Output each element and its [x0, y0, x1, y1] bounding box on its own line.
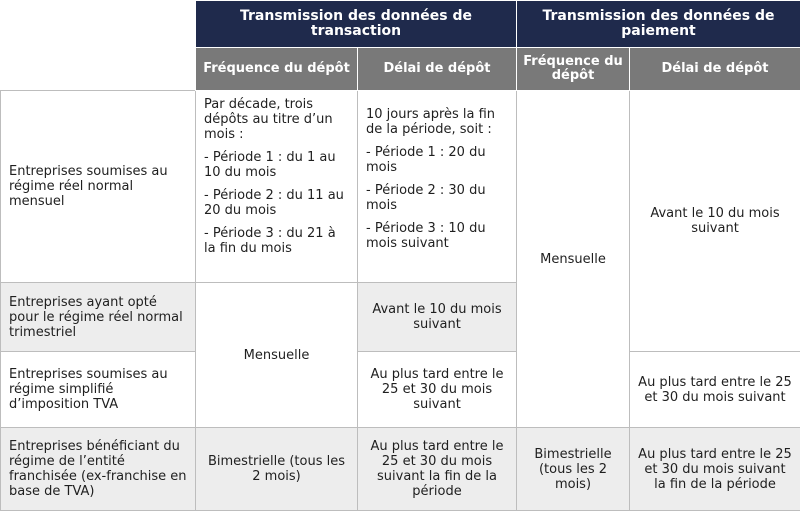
header-transaction-delay: Délai de dépôt — [358, 48, 517, 91]
header-payment-delay: Délai de dépôt — [630, 48, 800, 91]
frequency-period-3: - Période 3 : du 21 à la fin du mois — [204, 226, 349, 256]
header-row-groups — [1, 1, 800, 48]
delay-period-2: - Période 2 : 30 du mois — [366, 183, 508, 213]
delay-intro: 10 jours après la fin de la période, soit : — [366, 107, 508, 137]
header-row-columns — [1, 48, 800, 91]
payment-delay-cell: Avant le 10 du mois suivant — [630, 91, 800, 352]
payment-delay-cell: Au plus tard entre le 25 et 30 du mois suivant la fin de la période — [630, 428, 800, 511]
delay-period-3: - Période 3 : 10 du mois suivant — [366, 221, 508, 251]
payment-frequency-cell: Bimestrielle (tous les 2 mois) — [517, 428, 630, 511]
transaction-delay-cell: Avant le 10 du mois suivant — [358, 283, 517, 352]
header-transaction-frequency: Fréquence du dépôt — [196, 48, 358, 91]
header-payment-frequency: Fréquence du dépôt — [517, 48, 630, 91]
transaction-frequency-mensuelle: Mensuelle — [196, 283, 358, 428]
header-transaction-group: Transmission des données de transaction — [196, 1, 517, 48]
transaction-delay-cell: Au plus tard entre le 25 et 30 du mois suivant la fin de la période — [358, 428, 517, 511]
frequency-intro: Par décade, trois dépôts au titre d’un mois : — [204, 97, 349, 142]
row-label: Entreprises bénéficiant du régime de l’entité franchisée (ex-franchise en base de TVA) — [1, 428, 196, 511]
payment-frequency-mensuelle: Mensuelle — [517, 91, 630, 428]
row-label: Entreprises soumises au régime réel normal mensuel — [1, 91, 196, 283]
transaction-delay-cell: Au plus tard entre le 25 et 30 du mois suivant — [358, 352, 517, 428]
delay-period-1: - Période 1 : 20 du mois — [366, 145, 508, 175]
frequency-period-2: - Période 2 : du 11 au 20 du mois — [204, 188, 349, 218]
transaction-delay-cell — [358, 91, 517, 283]
table-row-reel-normal-mensuel — [1, 91, 800, 283]
table-row-regime-simplifie — [1, 352, 800, 428]
header-blank-corner — [1, 1, 196, 48]
frequency-period-1: - Période 1 : du 1 au 10 du mois — [204, 150, 349, 180]
row-label: Entreprises ayant opté pour le régime réel normal trimestriel — [1, 283, 196, 352]
payment-delay-cell: Au plus tard entre le 25 et 30 du mois suivant — [630, 352, 800, 428]
row-label: Entreprises soumises au régime simplifié d’imposition TVA — [1, 352, 196, 428]
table-row-entite-franchisee — [1, 428, 800, 511]
header-payment-group: Transmission des données de paiement — [517, 1, 800, 48]
header-blank-corner-2 — [1, 48, 196, 91]
transaction-frequency-cell — [196, 91, 358, 283]
transaction-frequency-cell: Bimestrielle (tous les 2 mois) — [196, 428, 358, 511]
